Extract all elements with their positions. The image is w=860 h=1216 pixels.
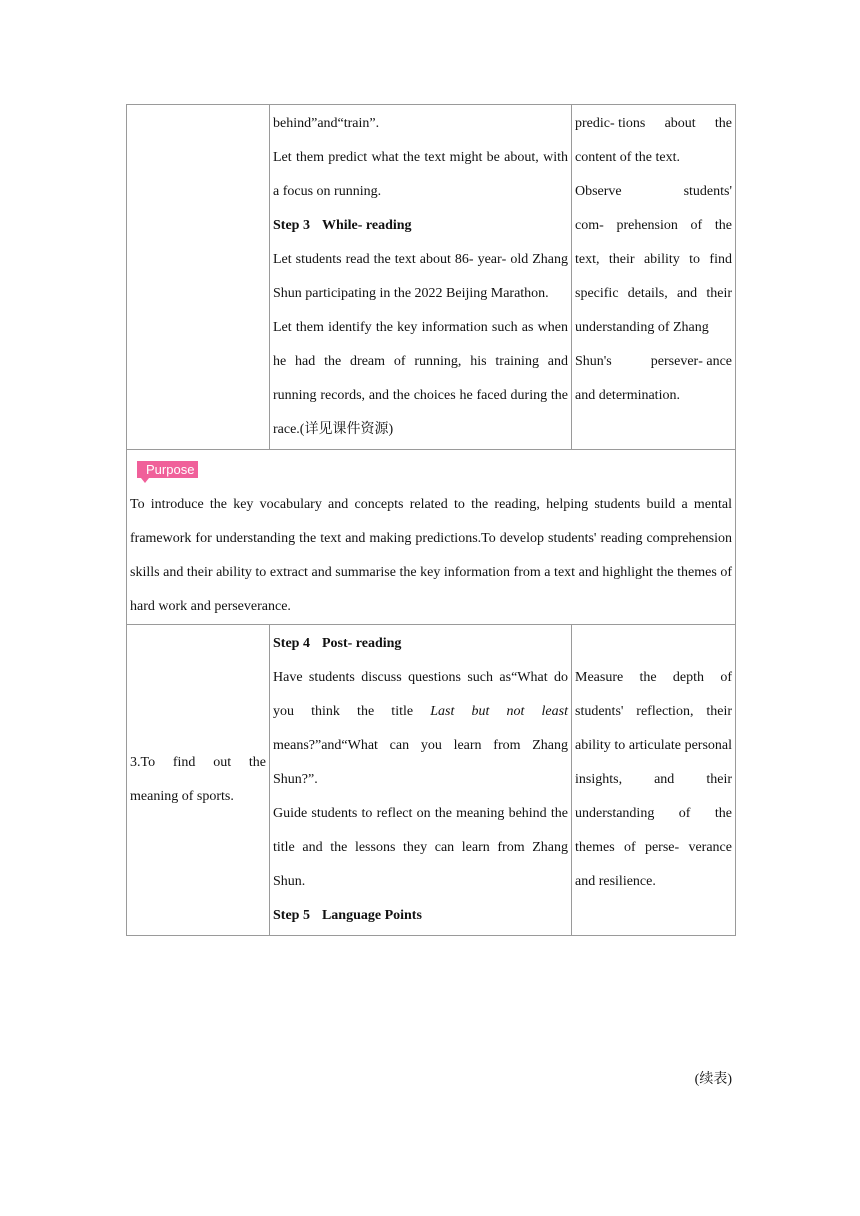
activity-cell: [270, 625, 572, 936]
activity-text: Let students read the text about 86‑ year‑ old Zhang Shun participating in the 2022 Beijing Marathon.: [273, 252, 568, 301]
step-number: Step 5: [273, 908, 310, 923]
lesson-plan-table: [126, 104, 736, 936]
assessment-line: [575, 107, 732, 141]
purpose-text: To introduce the key vocabulary and concepts related to the reading, helping students build a mental framework for understanding the text and making predictions.To develop students' reading comprehension skills and their ability to extract and summarise the key information from a text and highlight the themes of hard work and perseverance.: [130, 497, 732, 614]
assessment-word: Shun's: [575, 354, 612, 369]
assessment-line: [575, 345, 732, 379]
activity-text: [273, 661, 568, 797]
step-heading: [273, 899, 568, 933]
step-title: Post‑ reading: [321, 636, 402, 651]
purpose-tag: Purpose: [137, 461, 198, 478]
assessment-word: about: [664, 116, 696, 131]
assessment-line: [575, 175, 732, 209]
assessment-word: persever‑ ance: [650, 354, 732, 369]
assessment-word: the: [714, 116, 732, 131]
objective-cell: [127, 625, 270, 936]
table-row: [127, 625, 736, 936]
assessment-cell: [572, 105, 736, 450]
assessment-text: and determination.: [575, 388, 680, 403]
assessment-word: students': [683, 184, 732, 199]
assessment-text: Measure the depth of students' reflection, their ability to articulate personal insights, and their understanding of the themes of perse‑ verance and resilience.: [575, 670, 732, 889]
step-number: Step 4: [273, 636, 310, 651]
objective-text: 3.To find out the meaning of sports.: [130, 755, 266, 804]
activity-text-part: means?”and“What can you learn from Zhang Shun?”.: [273, 738, 568, 787]
step-heading: [273, 209, 568, 243]
activity-text: Guide students to reflect on the meaning behind the title and the lessons they can learn from Zhang Shun.: [273, 806, 568, 889]
assessment-text: com‑ prehension of the text, their ability to find specific details, and their understanding of Zhang: [575, 218, 732, 335]
title-italic: Last but not least: [430, 704, 568, 719]
assessment-text: content of the text.: [575, 150, 680, 165]
assessment-cell: [572, 625, 736, 936]
table-row: [127, 105, 736, 450]
step-title: Language Points: [321, 908, 422, 923]
assessment-word: Observe: [575, 184, 622, 199]
step-heading: [273, 627, 568, 661]
activity-text: Let them predict what the text might be about, with a focus on running.: [273, 150, 568, 199]
assessment-word: predic‑ tions: [575, 116, 646, 131]
activity-text-part: Have students discuss questions such as“What do you think the title: [273, 670, 568, 719]
step-number: Step 3: [273, 218, 310, 233]
activity-text: Let them identify the key information such as when he had the dream of running, his training and running records, and the choices he faced during the race.(详见课件资源): [273, 320, 568, 437]
objective-cell-empty: [127, 105, 270, 450]
activity-cell: [270, 105, 572, 450]
continued-label: (续表): [694, 1072, 732, 1087]
purpose-cell: [127, 450, 736, 625]
table-row: [127, 450, 736, 625]
activity-text: behind”and“train”.: [273, 116, 380, 131]
step-title: While‑ reading: [321, 218, 412, 233]
